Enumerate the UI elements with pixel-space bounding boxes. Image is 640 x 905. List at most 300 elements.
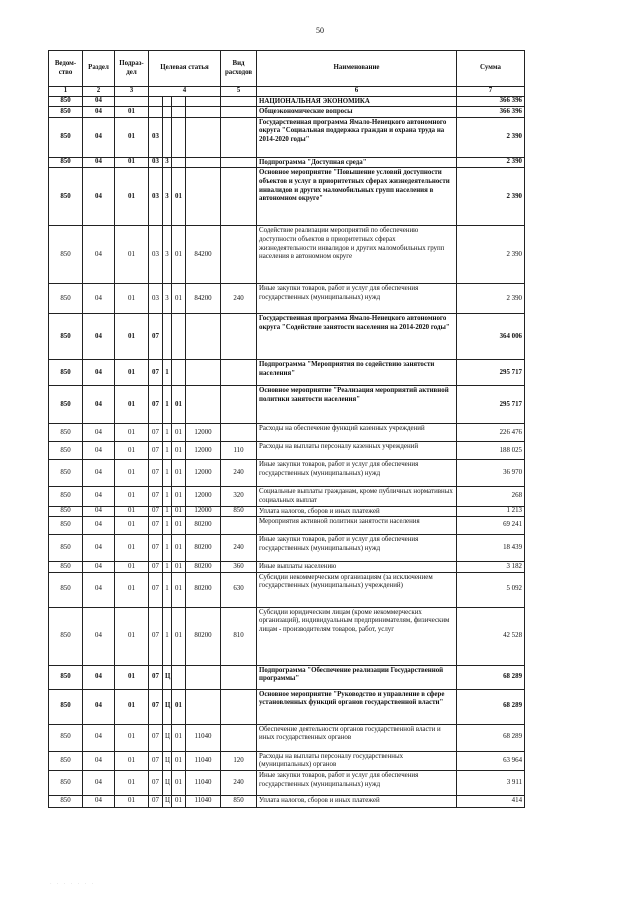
row-sum: 42 528 bbox=[457, 607, 525, 665]
row-target-direction: 12000 bbox=[186, 424, 221, 442]
row-target-direction: 80200 bbox=[186, 535, 221, 562]
row-name: Обеспечение деятельности органов государственной власти и иных государственных органов bbox=[257, 724, 457, 751]
row-dept: 850 bbox=[49, 795, 83, 807]
row-subsection: 01 bbox=[115, 751, 149, 770]
row-target-event: 01 bbox=[172, 751, 186, 770]
row-target-program: 07 bbox=[149, 506, 163, 517]
table-row bbox=[49, 226, 525, 284]
table-row bbox=[49, 506, 525, 517]
row-section: 04 bbox=[83, 107, 115, 118]
row-subsection: 01 bbox=[115, 107, 149, 118]
row-sum: 2 390 bbox=[457, 284, 525, 314]
row-dept: 850 bbox=[49, 424, 83, 442]
row-subsection: 01 bbox=[115, 442, 149, 460]
row-section: 04 bbox=[83, 487, 115, 506]
row-sum: 295 717 bbox=[457, 360, 525, 386]
table-row bbox=[49, 107, 525, 118]
row-target-subprogram: 1 bbox=[163, 506, 172, 517]
row-target-program: 07 bbox=[149, 424, 163, 442]
row-exp-type: 630 bbox=[221, 572, 257, 607]
column-number: 6 bbox=[257, 87, 457, 97]
row-dept: 850 bbox=[49, 770, 83, 795]
row-exp-type: 110 bbox=[221, 442, 257, 460]
row-section: 04 bbox=[83, 751, 115, 770]
row-target-subprogram bbox=[163, 314, 172, 360]
row-section: 04 bbox=[83, 226, 115, 284]
row-dept: 850 bbox=[49, 665, 83, 689]
row-target-subprogram bbox=[163, 107, 172, 118]
row-subsection: 01 bbox=[115, 506, 149, 517]
column-number: 1 bbox=[49, 87, 83, 97]
row-section: 04 bbox=[83, 724, 115, 751]
row-name: Иные закупки товаров, работ и услуг для обеспечения государственных (муниципальных) нужд bbox=[257, 284, 457, 314]
header-name: Наименование bbox=[257, 51, 457, 87]
row-subsection: 01 bbox=[115, 226, 149, 284]
row-section: 04 bbox=[83, 517, 115, 535]
table-row bbox=[49, 517, 525, 535]
row-target-program: 07 bbox=[149, 607, 163, 665]
row-target-program: 07 bbox=[149, 460, 163, 487]
table-row bbox=[49, 665, 525, 689]
budget-table bbox=[48, 50, 525, 808]
row-section: 04 bbox=[83, 96, 115, 107]
row-target-program: 07 bbox=[149, 517, 163, 535]
row-subsection: 01 bbox=[115, 284, 149, 314]
row-target-direction: 12000 bbox=[186, 506, 221, 517]
row-exp-type bbox=[221, 360, 257, 386]
row-target-direction: 80200 bbox=[186, 517, 221, 535]
row-target-subprogram: Ц bbox=[163, 751, 172, 770]
row-dept: 850 bbox=[49, 506, 83, 517]
row-section: 04 bbox=[83, 386, 115, 424]
row-exp-type bbox=[221, 96, 257, 107]
row-section: 04 bbox=[83, 314, 115, 360]
row-sum: 295 717 bbox=[457, 386, 525, 424]
row-sum: 2 390 bbox=[457, 168, 525, 226]
row-subsection: 01 bbox=[115, 535, 149, 562]
row-exp-type bbox=[221, 724, 257, 751]
row-target-direction: 11040 bbox=[186, 795, 221, 807]
row-target-event: 01 bbox=[172, 284, 186, 314]
row-dept: 850 bbox=[49, 107, 83, 118]
row-exp-type: 360 bbox=[221, 562, 257, 573]
row-exp-type bbox=[221, 157, 257, 168]
row-target-subprogram: 1 bbox=[163, 562, 172, 573]
row-subsection: 01 bbox=[115, 607, 149, 665]
row-section: 04 bbox=[83, 424, 115, 442]
row-exp-type bbox=[221, 665, 257, 689]
table-row bbox=[49, 284, 525, 314]
row-exp-type: 850 bbox=[221, 795, 257, 807]
row-subsection: 01 bbox=[115, 572, 149, 607]
row-exp-type: 240 bbox=[221, 460, 257, 487]
table-row bbox=[49, 795, 525, 807]
row-target-direction: 11040 bbox=[186, 770, 221, 795]
row-exp-type: 240 bbox=[221, 770, 257, 795]
row-subsection: 01 bbox=[115, 314, 149, 360]
row-section: 04 bbox=[83, 770, 115, 795]
row-target-direction bbox=[186, 96, 221, 107]
row-sum: 3 182 bbox=[457, 562, 525, 573]
row-target-event: 01 bbox=[172, 168, 186, 226]
row-name: Основное мероприятие "Реализация мероприятий активной политики занятости населения" bbox=[257, 386, 457, 424]
row-target-direction: 12000 bbox=[186, 487, 221, 506]
row-name: Субсидии юридическим лицам (кроме некоммерческих организаций), индивидуальным предпринимателям, физическим лицам - производителям товаров, работ, услуг bbox=[257, 607, 457, 665]
row-dept: 850 bbox=[49, 226, 83, 284]
row-name: Содействие реализации мероприятий по обеспечению доступности объектов в приоритетных сферах жизнедеятельности инвалидов и других маломобильных групп населения в автономном округе bbox=[257, 226, 457, 284]
row-exp-type bbox=[221, 517, 257, 535]
table-row bbox=[49, 157, 525, 168]
row-dept: 850 bbox=[49, 572, 83, 607]
row-name: Иные закупки товаров, работ и услуг для обеспечения государственных (муниципальных) нужд bbox=[257, 770, 457, 795]
row-name: Расходы на выплаты персоналу государственных (муниципальных) органов bbox=[257, 751, 457, 770]
row-target-program: 03 bbox=[149, 226, 163, 284]
row-name: Основное мероприятие "Повышение условий доступности объектов и услуг в приоритетных сферах жизнедеятельности инвалидов и других маломобильных групп населения в автономном округе" bbox=[257, 168, 457, 226]
table-row bbox=[49, 360, 525, 386]
row-target-direction bbox=[186, 117, 221, 157]
row-subsection: 01 bbox=[115, 386, 149, 424]
row-target-program: 07 bbox=[149, 572, 163, 607]
table-row bbox=[49, 460, 525, 487]
row-sum: 226 476 bbox=[457, 424, 525, 442]
row-sum: 188 025 bbox=[457, 442, 525, 460]
row-section: 04 bbox=[83, 168, 115, 226]
row-target-subprogram: 3 bbox=[163, 226, 172, 284]
row-sum: 366 396 bbox=[457, 107, 525, 118]
row-target-event bbox=[172, 314, 186, 360]
table-row bbox=[49, 607, 525, 665]
table-row bbox=[49, 535, 525, 562]
row-target-direction bbox=[186, 665, 221, 689]
row-name: Мероприятия активной политики занятости населения bbox=[257, 517, 457, 535]
row-section: 04 bbox=[83, 460, 115, 487]
row-exp-type: 320 bbox=[221, 487, 257, 506]
column-number: 4 bbox=[149, 87, 221, 97]
row-target-event: 01 bbox=[172, 226, 186, 284]
row-target-program: 07 bbox=[149, 795, 163, 807]
row-target-program: 07 bbox=[149, 386, 163, 424]
row-target-direction: 84200 bbox=[186, 284, 221, 314]
row-dept: 850 bbox=[49, 487, 83, 506]
row-sum: 68 289 bbox=[457, 689, 525, 724]
row-target-subprogram: 1 bbox=[163, 460, 172, 487]
row-target-direction: 12000 bbox=[186, 460, 221, 487]
table-row bbox=[49, 751, 525, 770]
row-target-event: 01 bbox=[172, 506, 186, 517]
row-target-event: 01 bbox=[172, 724, 186, 751]
row-subsection: 01 bbox=[115, 770, 149, 795]
table-row bbox=[49, 117, 525, 157]
row-target-subprogram: 1 bbox=[163, 424, 172, 442]
row-target-event: 01 bbox=[172, 517, 186, 535]
header-sum: Сумма bbox=[457, 51, 525, 87]
row-sum: 5 092 bbox=[457, 572, 525, 607]
row-target-event bbox=[172, 107, 186, 118]
row-target-event bbox=[172, 665, 186, 689]
row-name: Уплата налогов, сборов и иных платежей bbox=[257, 795, 457, 807]
column-number: 7 bbox=[457, 87, 525, 97]
row-exp-type: 240 bbox=[221, 284, 257, 314]
row-target-event: 01 bbox=[172, 770, 186, 795]
row-name: Государственная программа Ямало-Ненецкого автономного округа "Содействие занятости населения на 2014-2020 годы" bbox=[257, 314, 457, 360]
row-dept: 850 bbox=[49, 724, 83, 751]
row-sum: 414 bbox=[457, 795, 525, 807]
row-sum: 2 390 bbox=[457, 157, 525, 168]
table-row bbox=[49, 572, 525, 607]
row-target-direction bbox=[186, 360, 221, 386]
row-target-program bbox=[149, 107, 163, 118]
row-name: Основное мероприятие "Руководство и управление в сфере установленных функций органов государственной власти" bbox=[257, 689, 457, 724]
row-target-subprogram: 1 bbox=[163, 607, 172, 665]
table-body bbox=[49, 96, 525, 807]
page-number: 50 bbox=[316, 26, 324, 35]
row-target-program: 07 bbox=[149, 314, 163, 360]
row-name: Иные закупки товаров, работ и услуг для обеспечения государственных (муниципальных) нужд bbox=[257, 460, 457, 487]
row-target-program: 07 bbox=[149, 535, 163, 562]
row-sum: 1 213 bbox=[457, 506, 525, 517]
table-row bbox=[49, 487, 525, 506]
row-target-direction bbox=[186, 689, 221, 724]
row-target-event bbox=[172, 96, 186, 107]
row-subsection: 01 bbox=[115, 460, 149, 487]
row-exp-type bbox=[221, 107, 257, 118]
row-target-subprogram: Ц bbox=[163, 795, 172, 807]
row-section: 04 bbox=[83, 572, 115, 607]
row-subsection: 01 bbox=[115, 665, 149, 689]
row-name: Подпрограмма "Мероприятия по содействию занятости населения" bbox=[257, 360, 457, 386]
table-row bbox=[49, 168, 525, 226]
header-target: Целевая статья bbox=[149, 51, 221, 87]
row-exp-type bbox=[221, 424, 257, 442]
row-target-program: 03 bbox=[149, 117, 163, 157]
row-target-event: 01 bbox=[172, 689, 186, 724]
row-target-event bbox=[172, 360, 186, 386]
row-target-program: 07 bbox=[149, 724, 163, 751]
row-target-direction bbox=[186, 157, 221, 168]
row-name: Государственная программа Ямало-Ненецкого автономного округа "Социальная поддержка граждан и охрана труда на 2014-2020 годы" bbox=[257, 117, 457, 157]
row-sum: 69 241 bbox=[457, 517, 525, 535]
row-target-direction: 11040 bbox=[186, 751, 221, 770]
table-row bbox=[49, 562, 525, 573]
row-target-program: 07 bbox=[149, 689, 163, 724]
scan-artifact: · · · · · · · bbox=[50, 882, 96, 887]
row-target-program: 07 bbox=[149, 562, 163, 573]
row-target-event: 01 bbox=[172, 460, 186, 487]
row-name: Иные выплаты населению bbox=[257, 562, 457, 573]
row-subsection: 01 bbox=[115, 487, 149, 506]
row-target-subprogram bbox=[163, 96, 172, 107]
table-row bbox=[49, 96, 525, 107]
row-sum: 364 006 bbox=[457, 314, 525, 360]
row-dept: 850 bbox=[49, 386, 83, 424]
row-section: 04 bbox=[83, 117, 115, 157]
row-target-program: 07 bbox=[149, 665, 163, 689]
row-subsection: 01 bbox=[115, 689, 149, 724]
row-exp-type bbox=[221, 386, 257, 424]
row-exp-type bbox=[221, 226, 257, 284]
row-section: 04 bbox=[83, 665, 115, 689]
row-sum: 68 289 bbox=[457, 724, 525, 751]
row-sum: 3 911 bbox=[457, 770, 525, 795]
row-target-direction bbox=[186, 314, 221, 360]
table-row bbox=[49, 386, 525, 424]
row-target-event bbox=[172, 157, 186, 168]
row-target-direction: 84200 bbox=[186, 226, 221, 284]
row-target-subprogram: Ц bbox=[163, 689, 172, 724]
row-dept: 850 bbox=[49, 360, 83, 386]
row-dept: 850 bbox=[49, 517, 83, 535]
row-sum: 366 396 bbox=[457, 96, 525, 107]
row-dept: 850 bbox=[49, 96, 83, 107]
header-subsection: Подраз-дел bbox=[115, 51, 149, 87]
row-subsection: 01 bbox=[115, 424, 149, 442]
row-target-direction bbox=[186, 386, 221, 424]
row-dept: 850 bbox=[49, 117, 83, 157]
row-target-subprogram: Ц bbox=[163, 724, 172, 751]
row-target-program: 03 bbox=[149, 284, 163, 314]
row-target-event: 01 bbox=[172, 442, 186, 460]
row-name: Общеэкономические вопросы bbox=[257, 107, 457, 118]
row-name: НАЦИОНАЛЬНАЯ ЭКОНОМИКА bbox=[257, 96, 457, 107]
row-name: Расходы на обеспечение функций казенных учреждений bbox=[257, 424, 457, 442]
header-dept: Ведом-ство bbox=[49, 51, 83, 87]
row-target-subprogram: 1 bbox=[163, 572, 172, 607]
row-exp-type bbox=[221, 689, 257, 724]
header-exp-type: Вид расходов bbox=[221, 51, 257, 87]
row-target-event: 01 bbox=[172, 562, 186, 573]
row-subsection bbox=[115, 96, 149, 107]
row-sum: 18 439 bbox=[457, 535, 525, 562]
row-target-subprogram: 1 bbox=[163, 487, 172, 506]
row-name: Иные закупки товаров, работ и услуг для обеспечения государственных (муниципальных) нужд bbox=[257, 535, 457, 562]
row-dept: 850 bbox=[49, 314, 83, 360]
row-sum: 36 970 bbox=[457, 460, 525, 487]
row-sum: 68 289 bbox=[457, 665, 525, 689]
row-target-program: 07 bbox=[149, 487, 163, 506]
row-sum: 2 390 bbox=[457, 117, 525, 157]
row-target-event: 01 bbox=[172, 386, 186, 424]
row-exp-type bbox=[221, 168, 257, 226]
row-target-program: 07 bbox=[149, 360, 163, 386]
row-target-direction: 80200 bbox=[186, 562, 221, 573]
row-target-program: 07 bbox=[149, 442, 163, 460]
row-target-direction bbox=[186, 168, 221, 226]
row-target-subprogram: 1 bbox=[163, 535, 172, 562]
row-section: 04 bbox=[83, 360, 115, 386]
table-row bbox=[49, 724, 525, 751]
row-target-program: 03 bbox=[149, 157, 163, 168]
row-target-event: 01 bbox=[172, 424, 186, 442]
row-target-direction bbox=[186, 107, 221, 118]
row-target-subprogram: 3 bbox=[163, 284, 172, 314]
column-number: 3 bbox=[115, 87, 149, 97]
row-subsection: 01 bbox=[115, 360, 149, 386]
row-name: Подпрограмма "Обеспечение реализации Государственной программы" bbox=[257, 665, 457, 689]
row-sum: 63 964 bbox=[457, 751, 525, 770]
row-target-subprogram: Ц bbox=[163, 665, 172, 689]
row-name: Субсидии некоммерческим организациям (за исключением государственных (муниципальных) учреждений) bbox=[257, 572, 457, 607]
row-target-event: 01 bbox=[172, 572, 186, 607]
row-dept: 850 bbox=[49, 157, 83, 168]
column-number: 2 bbox=[83, 87, 115, 97]
row-section: 04 bbox=[83, 506, 115, 517]
column-number: 5 bbox=[221, 87, 257, 97]
row-section: 04 bbox=[83, 607, 115, 665]
row-target-direction: 80200 bbox=[186, 607, 221, 665]
row-subsection: 01 bbox=[115, 168, 149, 226]
column-numbers-row bbox=[49, 87, 525, 97]
row-exp-type bbox=[221, 314, 257, 360]
row-dept: 850 bbox=[49, 442, 83, 460]
row-target-subprogram bbox=[163, 117, 172, 157]
row-exp-type: 810 bbox=[221, 607, 257, 665]
row-target-event: 01 bbox=[172, 607, 186, 665]
row-name: Уплата налогов, сборов и иных платежей bbox=[257, 506, 457, 517]
table-row bbox=[49, 689, 525, 724]
row-name: Социальные выплаты гражданам, кроме публичных нормативных социальных выплат bbox=[257, 487, 457, 506]
row-dept: 850 bbox=[49, 751, 83, 770]
row-target-subprogram: 1 bbox=[163, 442, 172, 460]
row-dept: 850 bbox=[49, 168, 83, 226]
row-exp-type: 240 bbox=[221, 535, 257, 562]
row-target-program: 07 bbox=[149, 751, 163, 770]
row-section: 04 bbox=[83, 562, 115, 573]
row-target-direction: 11040 bbox=[186, 724, 221, 751]
row-target-program: 07 bbox=[149, 770, 163, 795]
table-row bbox=[49, 442, 525, 460]
row-subsection: 01 bbox=[115, 795, 149, 807]
row-target-direction: 80200 bbox=[186, 572, 221, 607]
row-target-subprogram: Ц bbox=[163, 770, 172, 795]
row-target-event: 01 bbox=[172, 795, 186, 807]
row-section: 04 bbox=[83, 795, 115, 807]
row-target-subprogram: 1 bbox=[163, 360, 172, 386]
row-target-subprogram: 3 bbox=[163, 168, 172, 226]
row-subsection: 01 bbox=[115, 517, 149, 535]
row-dept: 850 bbox=[49, 607, 83, 665]
row-section: 04 bbox=[83, 157, 115, 168]
row-target-direction: 12000 bbox=[186, 442, 221, 460]
row-section: 04 bbox=[83, 689, 115, 724]
header-section: Раздел bbox=[83, 51, 115, 87]
row-target-subprogram: 3 bbox=[163, 157, 172, 168]
row-sum: 268 bbox=[457, 487, 525, 506]
row-exp-type: 850 bbox=[221, 506, 257, 517]
row-dept: 850 bbox=[49, 562, 83, 573]
row-subsection: 01 bbox=[115, 562, 149, 573]
row-dept: 850 bbox=[49, 689, 83, 724]
row-dept: 850 bbox=[49, 284, 83, 314]
row-target-subprogram: 1 bbox=[163, 386, 172, 424]
table-row bbox=[49, 424, 525, 442]
row-subsection: 01 bbox=[115, 724, 149, 751]
row-exp-type bbox=[221, 117, 257, 157]
row-name: Подпрограмма "Доступная среда" bbox=[257, 157, 457, 168]
row-subsection: 01 bbox=[115, 157, 149, 168]
row-name: Расходы на выплаты персоналу казенных учреждений bbox=[257, 442, 457, 460]
row-target-subprogram: 1 bbox=[163, 517, 172, 535]
row-section: 04 bbox=[83, 442, 115, 460]
table-row bbox=[49, 314, 525, 360]
row-target-program: 03 bbox=[149, 168, 163, 226]
row-target-event: 01 bbox=[172, 487, 186, 506]
row-subsection: 01 bbox=[115, 117, 149, 157]
row-target-event: 01 bbox=[172, 535, 186, 562]
row-section: 04 bbox=[83, 284, 115, 314]
row-sum: 2 390 bbox=[457, 226, 525, 284]
row-exp-type: 120 bbox=[221, 751, 257, 770]
table-header-row bbox=[49, 51, 525, 87]
